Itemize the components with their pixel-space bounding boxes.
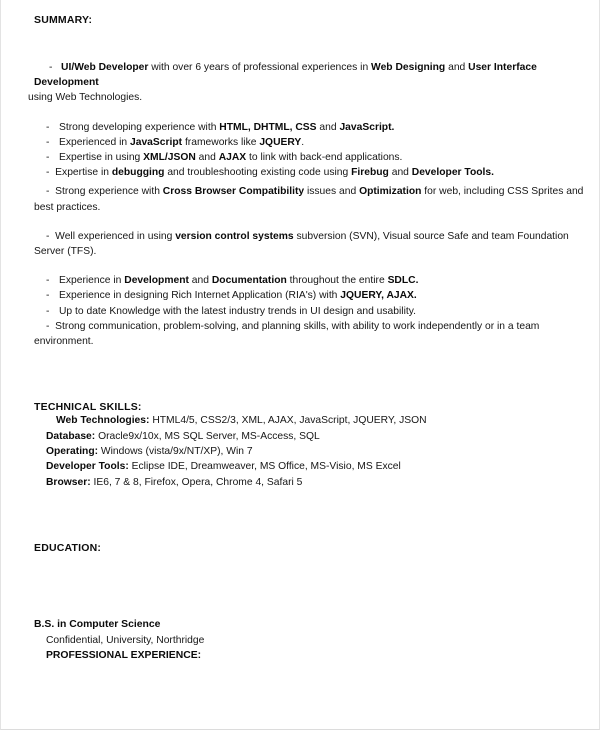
bullet-debugging: - Expertise in debugging and troubleshooting existing code using Firebug and Developer Tools. [46,167,494,179]
skill-value: Eclipse IDE, Dreamweaver, MS Office, MS-Visio, MS Excel [128,461,401,473]
spacer [34,26,591,60]
intro-text-2: and [445,62,469,73]
spacer [34,215,591,229]
dash-marker: - [46,136,50,148]
dash-marker: - [46,121,50,133]
skill-row [34,444,591,459]
dash-marker: - [46,230,50,242]
skill-label: Browser: [46,476,91,488]
skill-value: HTML4/5, CSS2/3, XML, AJAX, JavaScript, JQUERY, JSON [149,415,427,427]
dash-marker: - [46,186,50,198]
bullet-text: Experience in Development and Documentation throughout the entire SDLC. [59,275,419,287]
list-item [34,150,591,165]
dash-marker: - [46,290,50,302]
education-degree: B.S. in Computer Science [34,619,161,631]
education-heading: EDUCATION: [34,542,102,555]
skill-label: Web Technologies: [56,415,150,427]
summary-intro-paragraph [28,60,591,106]
skill-row [34,459,591,474]
skill-row [34,429,591,444]
skill-row [34,413,591,428]
intro-line-2: using Web Technologies. [28,92,143,104]
bullet-text: Strong developing experience with HTML, DHTML, CSS and JavaScript. [59,121,395,133]
dash-marker: - [46,305,50,317]
list-item [34,273,591,288]
bullet-text: Experienced in JavaScript frameworks like JQUERY. [59,136,305,148]
bullet-cross-browser: - Strong experience with Cross Browser Compatibility issues and Optimization for web, including CSS Sprites and best practices. [34,186,584,213]
skill-label: Developer Tools: [46,461,129,473]
technical-skills-list [34,413,591,490]
spacer [34,554,591,617]
dash-marker: - [46,275,50,287]
spacer [34,259,591,273]
professional-experience-heading: PROFESSIONAL EXPERIENCE: [46,650,202,662]
skill-value: Oracle9x/10x, MS SQL Server, MS-Access, SQL [95,430,320,442]
intro-uid: User Interface Development [34,62,537,89]
bullet-version-control: - Well experienced in using version control systems subversion (SVN), Visual source Safe and team Foundation Server (TFS). [34,230,569,258]
list-item [34,288,591,303]
bullet-text: Up to date Knowledge with the latest industry trends in UI design and usability. [59,305,416,317]
summary-bullet-list-2 [34,273,591,319]
skill-value: Windows (vista/9x/NT/XP), Win 7 [98,446,253,458]
summary-heading: SUMMARY: [34,14,93,26]
list-item [34,120,591,135]
summary-bullet-list-1 [34,120,591,166]
dash-marker: - [46,320,50,332]
bullet-text: Experience in designing Rich Internet Application (RIA's) with JQUERY, AJAX. [59,290,417,302]
intro-role: UI/Web Developer [61,62,149,73]
bullet-text: Expertise in using XML/JSON and AJAX to link with back-end applications. [59,152,403,164]
dash-marker: - [49,62,53,73]
dash-marker: - [46,152,50,164]
skill-value: IE6, 7 & 8, Firefox, Opera, Chrome 4, Safari 5 [90,476,303,488]
dash-marker: - [46,167,50,179]
spacer [34,106,591,120]
bullet-communication: - Strong communication, problem-solving, and planning skills, with ability to work independently or in a team environment. [34,320,540,348]
spacer [34,349,591,401]
list-item [34,304,591,319]
skill-row [34,475,591,490]
skill-label: Database: [46,430,96,442]
technical-skills-heading: TECHNICAL SKILLS: [34,401,142,414]
spacer [34,490,591,542]
intro-text-1: with over 6 years of professional experiences in [148,62,372,73]
list-item [34,135,591,150]
intro-web-designing: Web Designing [371,62,446,73]
education-school: Confidential, University, Northridge [46,634,205,646]
skill-label: Operating: [46,446,99,458]
document-body [1,0,599,664]
